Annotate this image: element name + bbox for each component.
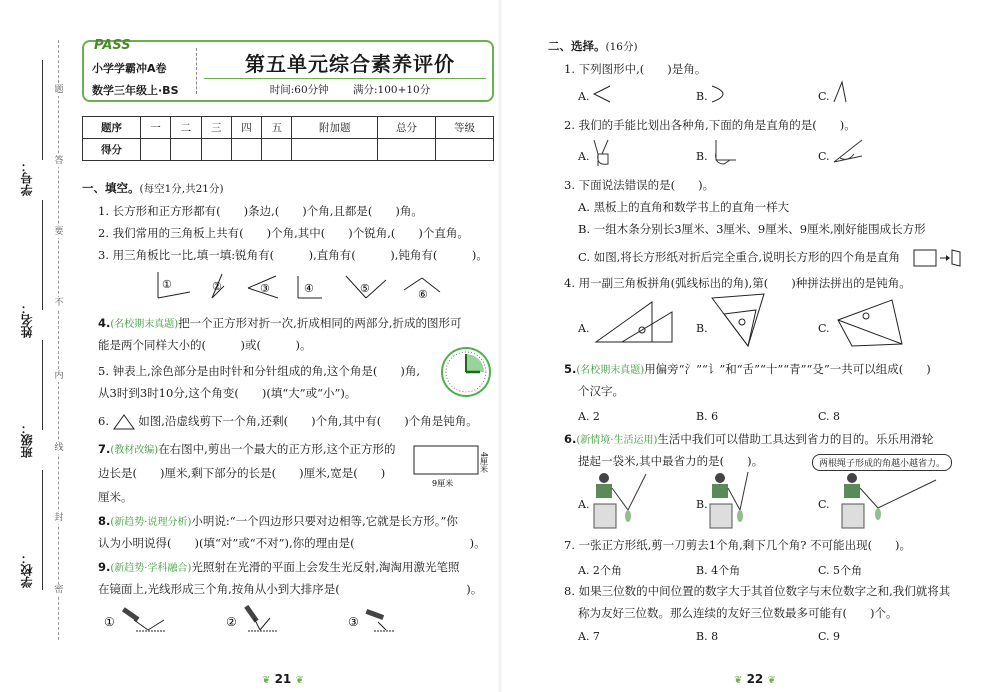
leaf-icon: ❦ — [295, 675, 304, 686]
folded-paper-figure — [912, 248, 962, 268]
option-c[interactable]: C. 5个角 — [818, 564, 863, 577]
school-line[interactable] — [42, 470, 43, 590]
question-1-5: 5. 钟表上,涂色部分是由时针和分针组成的角,这个角是( )角, — [98, 364, 421, 378]
score-cell[interactable] — [378, 139, 436, 161]
seal-char: 要 — [52, 226, 66, 238]
student-id-label: 学号： — [20, 160, 34, 196]
option-b[interactable]: B. 4个角 — [696, 564, 741, 577]
full-score: 满分:100+10分 — [353, 84, 431, 96]
leaf-icon: ❦ — [262, 675, 271, 686]
figure-label: ③ — [348, 615, 359, 629]
option-b[interactable]: B. — [696, 322, 708, 335]
right-page — [500, 0, 1000, 692]
brand-name: 小学学霸冲A卷 — [92, 62, 167, 75]
page-number-left — [262, 672, 304, 686]
question-tag: (教材改编) — [110, 445, 159, 456]
q3-angle-figures — [150, 270, 450, 304]
question-2-4: 4. 用一副三角板拼角(弧线标出的角),第( )种拼法拼出的是钝角。 — [564, 276, 911, 290]
student-id-line[interactable] — [42, 60, 43, 160]
table-cell: 五 — [262, 117, 292, 139]
seal-char: 线 — [52, 442, 66, 454]
score-table-header-row — [83, 117, 494, 139]
seal-char: 封 — [52, 512, 66, 524]
curve-icon — [710, 84, 732, 104]
rect-height-label: 4厘米 — [479, 452, 489, 474]
binding-margin — [0, 0, 80, 692]
option-a[interactable]: A. — [578, 498, 590, 511]
table-cell: 四 — [231, 117, 261, 139]
table-cell: 三 — [201, 117, 231, 139]
rect-width-label: 9厘米 — [432, 479, 454, 488]
option-c[interactable]: C. 如图,将长方形纸对折后完全重合,说明长方形的四个角是直角 — [578, 250, 901, 264]
question-1-2: 2. 我们常用的三角板上共有( )个角,其中( )个锐角,( )个直角。 — [98, 226, 469, 240]
seal-char: 答 — [52, 155, 66, 167]
peak-angle-icon — [832, 80, 848, 104]
light-ray — [378, 622, 386, 630]
score-cell[interactable] — [436, 139, 494, 161]
question-2-3: 3. 下面说法错误的是( )。 — [564, 178, 715, 192]
question-tag: (名校期末真题) — [110, 319, 179, 330]
question-1-5-cont: 从3时到3时10分,这个角变( )(填“大”或“小”)。 — [98, 386, 357, 400]
score-cell[interactable] — [292, 139, 378, 161]
class-label: 班级： — [20, 422, 34, 458]
light-ray — [260, 618, 270, 630]
question-tag: (名校期末真题) — [576, 365, 645, 376]
question-number: 6. — [98, 414, 109, 428]
pass-logo: PASS — [94, 38, 131, 53]
question-2-6-cont: 提起一袋米,其中最省力的是( )。 — [578, 454, 764, 468]
pulley-figure-a — [592, 470, 652, 530]
triangle-icon — [113, 414, 135, 430]
table-cell: 得分 — [83, 139, 141, 161]
table-cell: 总分 — [378, 117, 436, 139]
option-a[interactable]: A. 2 — [578, 410, 600, 423]
hand-acute-icon — [832, 136, 866, 166]
triangle-ruler-figure-b — [708, 292, 768, 350]
section-note: (每空1分,共21分) — [139, 183, 224, 195]
question-2-2: 2. 我们的手能比划出各种角,下面的角是直角的是( )。 — [564, 118, 856, 132]
option-b[interactable]: B. 一组木条分别长3厘米、3厘米、9厘米、9厘米,刚好能围成长方形 — [578, 222, 926, 236]
question-1-7-cont: 边长是( )厘米,剩下部分的长是( )厘米,宽是( ) — [98, 466, 386, 480]
laser-pen-icon — [366, 609, 385, 620]
score-cell[interactable] — [171, 139, 201, 161]
question-1-8: 8.(新趋势·说理分析)小明说:“一个四边形只要对边相等,它就是长方形。”你 — [98, 514, 458, 528]
page-title: 第五单元综合素养评价 — [245, 52, 455, 76]
seal-char: 不 — [52, 297, 66, 309]
leaf-icon: ❦ — [734, 675, 743, 686]
score-cell[interactable] — [201, 139, 231, 161]
seal-char: 密 — [52, 584, 66, 596]
page-number-text: 21 — [274, 672, 292, 686]
question-text: 生活中我们可以借助工具达到省力的目的。乐乐用滑轮 — [657, 432, 934, 446]
question-1-4-cont: 能是两个同样大小的( )或( )。 — [98, 338, 312, 352]
seal-dash-line — [58, 40, 59, 640]
question-1-7-cont2: 厘米。 — [98, 490, 133, 504]
question-2-7: 7. 一张正方形纸,剪一刀剪去1个角,剩下几个角? 不可能出现( )。 — [564, 538, 912, 552]
option-b[interactable]: B. 8 — [696, 630, 719, 643]
section-title-text: 一、填空。 — [82, 181, 140, 195]
clock-figure — [440, 346, 492, 398]
question-1-9-cont: 在镜面上,光线形成三个角,按角从小到大排序是( )。 — [98, 582, 483, 596]
option-a[interactable]: A. 黑板上的直角和数学书上的直角一样大 — [578, 200, 790, 214]
angle-label: ① — [162, 278, 172, 291]
pulley-figure-c — [832, 470, 942, 530]
angle-label: ⑥ — [418, 288, 428, 301]
question-text: 如图,沿虚线剪下一个角,还剩( )个角,其中有( )个角是钝角。 — [138, 414, 478, 428]
question-1-1: 1. 长方形和正方形都有( )条边,( )个角,且都是( )角。 — [98, 204, 423, 218]
question-2-1: 1. 下列图形中,( )是角。 — [564, 62, 707, 76]
question-2-5-cont: 个汉字。 — [578, 384, 624, 398]
question-text: 光照射在光滑的平面上会发生光反射,淘淘用激光笔照 — [191, 560, 460, 574]
option-b[interactable]: B. — [696, 150, 708, 163]
section-note: (16分) — [605, 41, 638, 53]
section-title-text: 二、选择。 — [548, 39, 606, 53]
header-divider — [196, 48, 197, 94]
question-1-3: 3. 用三角板比一比,填一填:锐角有( ),直角有( ),钝角有( )。 — [98, 248, 488, 262]
option-c[interactable]: C. — [818, 90, 830, 103]
option-c[interactable]: C. 9 — [818, 630, 841, 643]
class-line[interactable] — [42, 340, 43, 430]
leaf-icon: ❦ — [767, 675, 776, 686]
question-text: 把一个正方形对折一次,折成相同的两部分,折成的图形可 — [178, 316, 462, 330]
question-tag: (新趋势·学科融合) — [110, 563, 192, 574]
option-b[interactable]: B. 6 — [696, 410, 719, 423]
pulley-figure-b — [708, 470, 768, 530]
score-cell[interactable] — [262, 139, 292, 161]
option-a[interactable]: A. — [578, 90, 590, 103]
header-box — [82, 40, 494, 102]
question-text: 小明说:“一个四边形只要对边相等,它就是长方形。”你 — [191, 514, 458, 528]
rectangle — [414, 446, 478, 474]
score-cell[interactable] — [231, 139, 261, 161]
hand-right-angle-icon — [710, 138, 740, 168]
time-score — [214, 82, 486, 97]
hand-v-sign-icon — [592, 138, 614, 168]
score-cell[interactable] — [140, 139, 170, 161]
question-text: 在右图中,剪出一个最大的正方形,这个正方形的 — [158, 442, 396, 456]
angle-label: ④ — [304, 282, 314, 295]
option-c[interactable]: C. — [818, 498, 830, 511]
question-1-8-cont: 认为小明说得( )(填“对”或“不对”),你的理由是( )。 — [98, 536, 486, 550]
option-b[interactable]: B. — [696, 90, 708, 103]
grade-label: 数学三年级上·BS — [92, 84, 179, 97]
hint-bubble: 两根绳子形成的角越小越省力。 — [812, 454, 952, 471]
seal-char: 内 — [52, 370, 66, 382]
question-1-4: 4.(名校期末真题)把一个正方形对折一次,折成相同的两部分,折成的图形可 — [98, 316, 462, 330]
triangle-ruler-figure-a — [592, 296, 678, 346]
light-ray — [148, 620, 164, 630]
table-cell: 题序 — [83, 117, 141, 139]
time-limit: 时间:60分钟 — [269, 84, 329, 96]
figure-label: ① — [104, 615, 115, 629]
page-number-right — [734, 672, 776, 686]
section-1-title — [82, 180, 224, 196]
question-1-7: 7.(教材改编)在右图中,剪出一个最大的正方形,这个正方形的 — [98, 442, 396, 456]
laser-pen-icon — [122, 607, 140, 621]
name-label: 姓名： — [20, 302, 34, 338]
section-2-title — [548, 38, 638, 54]
question-2-8-cont: 称为友好三位数。那么连续的友好三位数最多可能有( )个。 — [578, 606, 898, 620]
laser-figures — [104, 608, 394, 636]
open-angle-icon — [592, 84, 612, 104]
option-a[interactable]: A. — [578, 150, 590, 163]
question-2-6: 6.(新情境·生活运用)生活中我们可以借助工具达到省力的目的。乐乐用滑轮 — [564, 432, 934, 446]
question-2-5: 5.(名校期末真题)用偏旁“氵”“讠”和“舌”“十”“青”“殳”一共可以组成( ) — [564, 362, 931, 376]
question-1-9: 9.(新趋势·学科融合)光照射在光滑的平面上会发生光反射,淘淘用激光笔照 — [98, 560, 460, 574]
figure-label: ② — [226, 615, 237, 629]
question-1-6 — [98, 410, 478, 432]
light-ray — [134, 620, 148, 630]
option-b[interactable]: B. — [696, 498, 708, 511]
option-c[interactable]: C. 8 — [818, 410, 841, 423]
score-table — [82, 116, 494, 161]
question-2-8: 8. 如果三位数的中间位置的数字大于其首位数字与末位数字之和,我们就将其 — [564, 584, 951, 598]
table-cell: 二 — [171, 117, 201, 139]
rectangle-figure — [410, 444, 496, 490]
option-a[interactable]: A. 7 — [578, 630, 600, 643]
option-a[interactable]: A. — [578, 322, 590, 335]
option-c[interactable]: C. — [818, 150, 830, 163]
laser-pen-icon — [244, 605, 258, 623]
table-cell: 一 — [140, 117, 170, 139]
question-text: 用偏旁“氵”“讠”和“舌”“十”“青”“殳”一共可以组成( ) — [644, 362, 931, 376]
option-c[interactable]: C. — [818, 322, 830, 335]
angle-label: ③ — [260, 282, 270, 295]
angle-label: ② — [212, 280, 222, 293]
question-tag: (新情境·生活运用) — [576, 435, 658, 446]
triangle-ruler-figure-c — [832, 296, 908, 350]
question-tag: (新趋势·说理分析) — [110, 517, 192, 528]
angle-label: ⑤ — [360, 282, 370, 295]
header-rule — [204, 78, 486, 79]
name-line[interactable] — [42, 200, 43, 310]
seal-char: 题 — [52, 84, 66, 96]
school-label: 学校： — [20, 552, 34, 588]
table-cell: 附加题 — [292, 117, 378, 139]
table-cell: 等级 — [436, 117, 494, 139]
option-a[interactable]: A. 2个角 — [578, 564, 622, 577]
page-number-text: 22 — [746, 672, 764, 686]
score-table-score-row — [83, 139, 494, 161]
